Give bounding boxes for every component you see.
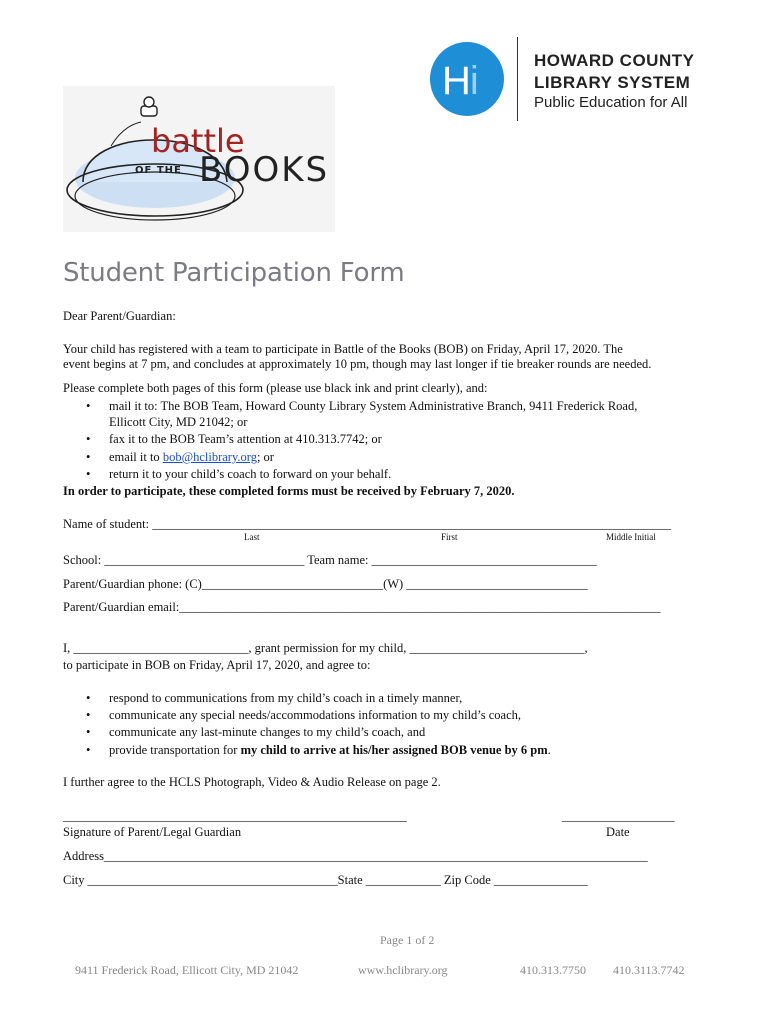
signature-line[interactable]: _______________________________________________________ xyxy=(63,809,407,823)
return-option: return it to your child’s coach to forward on your behalf. xyxy=(109,467,392,481)
date-label: Date xyxy=(606,825,630,839)
bullet-icon: • xyxy=(86,725,91,739)
org-name-line2: LIBRARY SYSTEM xyxy=(534,73,691,92)
bob-logo-of-the: OF THE xyxy=(135,165,182,176)
email-option-suffix: ; or xyxy=(256,450,274,464)
agreement-1: respond to communications from my child’s coach in a timely manner, xyxy=(109,691,463,705)
school-team-field[interactable]: School: ________________________________ Team name: ____________________________________ xyxy=(63,553,597,567)
agreement-4 xyxy=(109,742,551,759)
bullet-icon: • xyxy=(86,399,91,413)
org-name-line1: HOWARD COUNTY xyxy=(534,51,695,70)
deadline-notice: In order to participate, these completed forms must be received by February 7, 2020. xyxy=(63,484,515,498)
agreement-4-bold: my child to arrive at his/her assigned BOB venue by 6 pm xyxy=(240,743,548,757)
footer-phone: 410.313.7750 xyxy=(520,963,586,977)
mail-option-line2: Ellicott City, MD 21042; or xyxy=(109,415,248,429)
signature-label: Signature of Parent/Legal Guardian xyxy=(63,825,242,839)
hi-logo-mark xyxy=(430,42,504,116)
agreement-2: communicate any special needs/accommodations information to my child’s coach, xyxy=(109,708,522,722)
hcls-logo xyxy=(430,37,720,127)
city-state-zip-field[interactable]: City ________________________________________State ____________ Zip Code _______________ xyxy=(63,873,588,887)
label-last: Last xyxy=(244,532,260,542)
instructions: Please complete both pages of this form (please use black ink and print clearly), and: xyxy=(63,381,488,395)
org-tagline: Public Education for All xyxy=(534,94,688,111)
email-link[interactable]: bob@hclibrary.org xyxy=(162,450,257,464)
email-option-prefix: email it to xyxy=(109,450,163,464)
email-option xyxy=(109,449,274,466)
agreement-4-prefix: provide transportation for xyxy=(109,743,241,757)
mail-option-line1: mail it to: The BOB Team, Howard County Library System Administrative Branch, 9411 Frederick Road, xyxy=(109,399,638,413)
student-name-field[interactable]: Name of student: ___________________________________________________________________________________ xyxy=(63,517,671,531)
bullet-icon: • xyxy=(86,432,91,446)
label-middle-initial: Middle Initial xyxy=(606,532,656,542)
bullet-icon: • xyxy=(86,708,91,722)
battle-of-the-books-logo xyxy=(63,86,335,232)
agreement-4-suffix: . xyxy=(547,743,551,757)
date-line[interactable]: __________________ xyxy=(562,809,675,823)
permission-line-2: to participate in BOB on Friday, April 17, 2020, and agree to: xyxy=(63,658,371,672)
footer-website: www.hclibrary.org xyxy=(358,963,448,977)
greeting: Dear Parent/Guardian: xyxy=(63,309,176,323)
bullet-icon: • xyxy=(86,691,91,705)
guardian-email-field[interactable]: Parent/Guardian email:_____________________________________________________________________________ xyxy=(63,600,661,614)
footer-address: 9411 Frederick Road, Ellicott City, MD 21042 xyxy=(75,963,299,977)
guardian-phone-field[interactable]: Parent/Guardian phone: (C)_____________________________(W) _____________________________ xyxy=(63,577,588,591)
intro-line-2: event begins at 7 pm, and concludes at approximately 10 pm, though may last longer if tie breaker rounds are needed. xyxy=(63,357,652,371)
intro-line-1: Your child has registered with a team to participate in Battle of the Books (BOB) on Friday, April 17, 2020. The xyxy=(63,342,623,356)
hi-logo-text: Hi xyxy=(442,59,478,103)
label-first: First xyxy=(441,532,458,542)
address-field[interactable]: Address_______________________________________________________________________________________ xyxy=(63,849,648,863)
page-title: Student Participation Form xyxy=(63,258,405,288)
page-number: Page 1 of 2 xyxy=(380,933,435,947)
bullet-icon: • xyxy=(86,743,91,757)
release-statement: I further agree to the HCLS Photograph, Video & Audio Release on page 2. xyxy=(63,775,441,789)
bob-logo-battle: battle xyxy=(151,122,245,160)
permission-line-1[interactable]: I, ____________________________, grant permission for my child, ____________________________, xyxy=(63,641,588,655)
agreement-3: communicate any last-minute changes to my child’s coach, and xyxy=(109,725,426,739)
bullet-icon: • xyxy=(86,450,91,464)
logo-divider xyxy=(517,37,518,121)
bob-logo-books: BOOKS xyxy=(199,150,330,190)
bullet-icon: • xyxy=(86,467,91,481)
footer-fax: 410.3113.7742 xyxy=(613,963,685,977)
fax-option: fax it to the BOB Team’s attention at 410.313.7742; or xyxy=(109,432,382,446)
